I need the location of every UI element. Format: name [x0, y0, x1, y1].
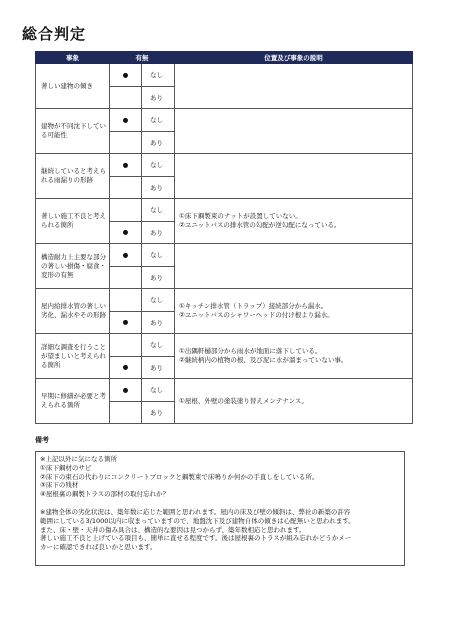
table-header-row: [36, 52, 413, 64]
table-row: [36, 199, 413, 222]
note-item: ④屋根裏の鋼製トラスの部材の取付忘れか？: [40, 490, 170, 499]
row-item-label: 早期に修繕が必要と考えられる箇所: [36, 379, 110, 424]
description-line: ②ユニットバスのシャワーヘッドの付け根より漏水。: [179, 311, 334, 319]
presence-mark-present: ●: [110, 311, 142, 334]
presence-mark-none: ●: [110, 244, 142, 267]
option-none: なし: [142, 109, 175, 132]
presence-mark-none: [110, 199, 142, 222]
description-line: ②継続柄内の植物の根、及び泥に水が溜まっていない事。: [179, 356, 348, 364]
table-row: [36, 244, 413, 267]
row-item-label: 著しい施工不良と考えられる箇所: [36, 199, 110, 244]
presence-mark-none: ●: [110, 379, 142, 402]
row-description: [175, 379, 413, 424]
presence-mark-present: ●: [110, 356, 142, 379]
row-description: [175, 289, 413, 334]
table-row: [36, 379, 413, 402]
note-item: ②床下の束石の代わりにコンクリートブロックと鋼製束で床鳴りか何かの手直しをしている所。: [40, 472, 319, 481]
option-present: あり: [142, 176, 175, 199]
table-row: [36, 154, 413, 177]
presence-mark-present: [110, 266, 142, 289]
notes-title: 備考: [35, 436, 49, 444]
presence-mark-none: [110, 289, 142, 312]
option-none: なし: [142, 199, 175, 222]
note-paragraph-line: カーに確認できれば良いかと思います。: [40, 543, 157, 552]
presence-mark-none: ●: [110, 154, 142, 177]
assessment-table: [35, 51, 413, 424]
option-none: なし: [142, 334, 175, 357]
option-none: なし: [142, 64, 175, 87]
note-item: ※上記以外に気になる箇所: [40, 455, 117, 463]
table-row: [36, 109, 413, 132]
row-description: [175, 244, 413, 289]
table-row: [36, 64, 413, 87]
option-present: あり: [142, 311, 175, 334]
presence-mark-present: [110, 176, 142, 199]
row-item-label: 構造耐力上主要な部分の著しい損傷・腐食・変形の有無: [36, 244, 110, 289]
row-description: [175, 64, 413, 109]
header-presence: 有無: [110, 52, 175, 64]
row-item-label: 詳細な調査を行うことが望ましいと考えられる箇所: [36, 334, 110, 379]
option-present: あり: [142, 266, 175, 289]
row-description: [175, 334, 413, 379]
option-none: なし: [142, 289, 175, 312]
presence-mark-none: ●: [110, 109, 142, 132]
row-item-label: 屋内給排水管の著しい劣化、漏水やその形跡: [36, 289, 110, 334]
description-line: ①床下鋼製束のナットが設置していない。: [179, 212, 302, 220]
note-paragraph-line: また、床・壁・天井の傷み具合は、構造的な要因は見つからず、築年数相応と思われます。: [40, 525, 306, 534]
note-paragraph-line: 著しい施工不良と上げている項目も、簡単に直せる程度です。後は屋根裏のトラスが組み忘れかどうかメー: [40, 534, 352, 543]
option-present: あり: [142, 356, 175, 379]
row-item-label: 継続していると考えられる雨漏りの形跡: [36, 154, 110, 199]
option-present: あり: [142, 401, 175, 424]
description-line: ①屋根、外壁の塗装塗り替えメンテナンス。: [179, 396, 309, 405]
table-row: [36, 334, 413, 357]
presence-mark-present: [110, 401, 142, 424]
description-line: ①キッチン排水管（トラップ）接続部分から漏水。: [179, 302, 328, 310]
note-item: ③床下の残材: [40, 481, 79, 490]
row-item-label: 著しい建物の傾き: [36, 64, 110, 109]
note-paragraph-line: 範囲にしている3/1000以内に収まっていますので、地盤沈下及び建物自体の傾きは心配無いと思われます。: [40, 516, 355, 525]
header-description: 位置及び事象の説明: [175, 52, 413, 64]
note-paragraph-line: ※建物全体の劣化状況は、築年数に応じた範囲と思われます。屋内の床及び壁の傾斜は、弊社の新築の許容: [40, 507, 351, 516]
row-description: [175, 109, 413, 154]
presence-mark-none: [110, 334, 142, 357]
row-description: [175, 154, 413, 199]
option-none: なし: [142, 244, 175, 267]
option-present: あり: [142, 131, 175, 154]
presence-mark-present: ●: [110, 221, 142, 244]
option-none: なし: [142, 379, 175, 402]
page-title: 総合判定: [22, 25, 87, 43]
description-line: ①出隅軒樋部分から雨水が地面に落下している。: [179, 347, 322, 355]
row-description: [175, 199, 413, 244]
description-line: ②ユニットバスの排水管の勾配が逆勾配になっている。: [179, 221, 341, 229]
presence-mark-present: [110, 86, 142, 109]
option-present: あり: [142, 86, 175, 109]
note-item: ①床下鋼材のサビ: [40, 463, 92, 472]
row-item-label: 建物が不同沈下している可能性: [36, 109, 110, 154]
header-item: 事象: [36, 52, 110, 64]
presence-mark-none: ●: [110, 64, 142, 87]
table-row: [36, 289, 413, 312]
option-none: なし: [142, 154, 175, 177]
presence-mark-present: [110, 131, 142, 154]
option-present: あり: [142, 221, 175, 244]
notes-box: [35, 451, 405, 566]
